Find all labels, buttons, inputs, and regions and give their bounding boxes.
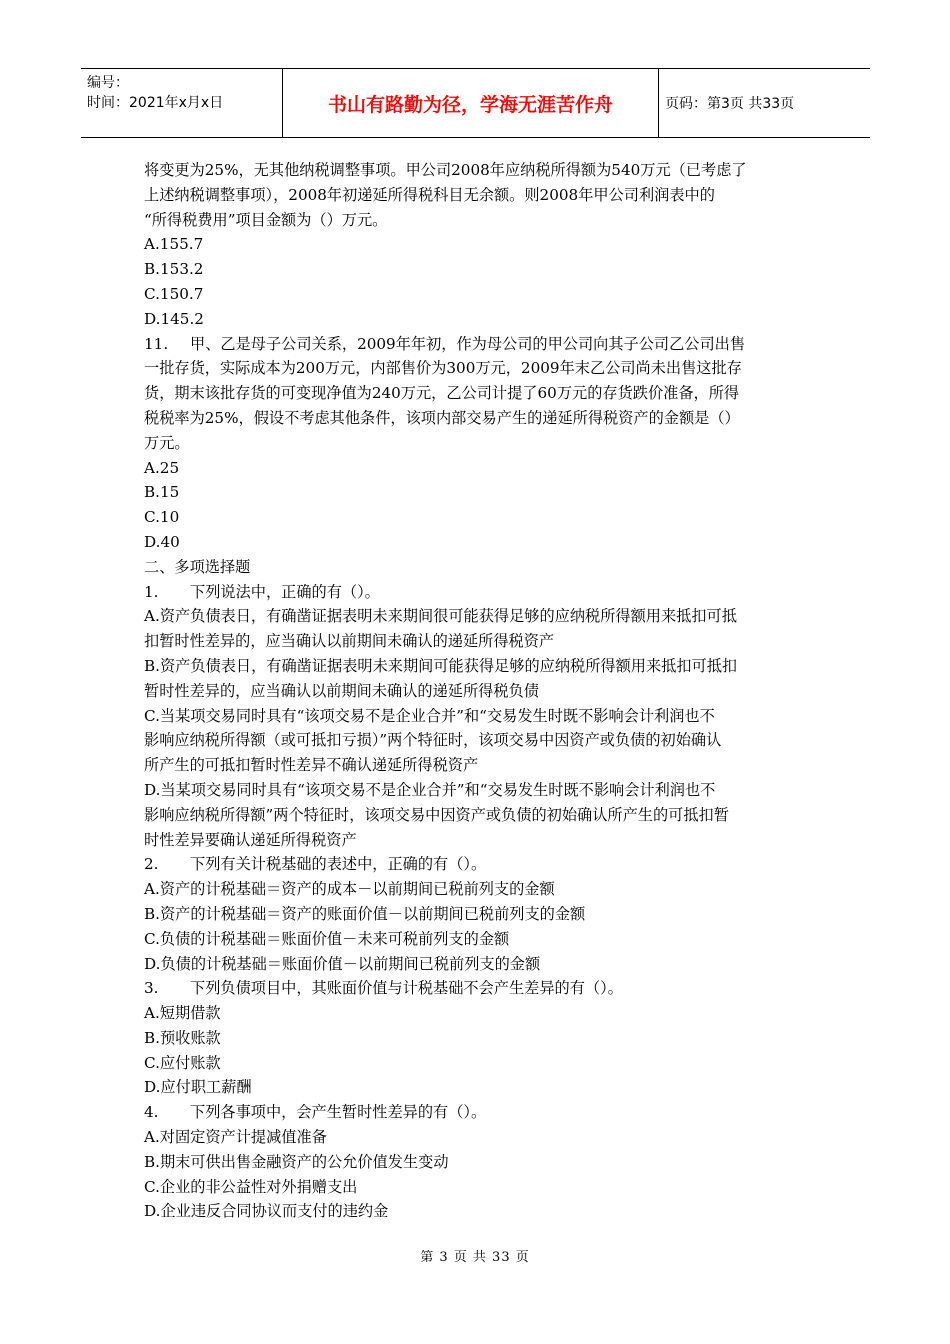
q11-line: 货，期末该批存货的可变现净值为240万元，乙公司计提了60万元的存货跌价准备，所得 [144, 384, 740, 403]
m4-number: 4. [144, 1103, 159, 1122]
m2-stem-text: 下列有关计税基础的表述中，正确的有（）。 [190, 855, 487, 874]
m1-number: 1. [144, 582, 159, 601]
m1-option-line: 所产生的可抵扣暂时性差异不确认递延所得税资产 [144, 756, 479, 775]
q11-line: 甲、乙是母子公司关系，2009年年初，作为母公司的甲公司向其子公司乙公司出售 [190, 334, 746, 353]
m1-option-line: 影响应纳税所得额”两个特征时，该项交易中因资产或负债的初始确认所产生的可抵扣暂 [144, 805, 729, 824]
motto-text: 书山有路勤为径，学海无涯苦作舟 [327, 93, 613, 116]
m3-option-d: D.应付职工薪酬 [144, 1078, 252, 1097]
body-line: “所得税费用”项目金额为（）万元。 [144, 210, 388, 229]
m2-option-c: C.负债的计税基础＝账面价值－未来可税前列支的金额 [144, 929, 510, 948]
m2-stem [144, 852, 809, 877]
m4-option-b: B.期末可供出售金融资产的公允价值发生变动 [144, 1152, 449, 1171]
q11-option-c: C.10 [144, 508, 180, 527]
q10-option-d: D.145.2 [144, 309, 204, 328]
q11-line: 税税率为25%，假设不考虑其他条件，该项内部交易产生的递延所得税资产的金额是（） [144, 408, 740, 427]
m1-option-line: A.资产负债表日，有确凿证据表明未来期间很可能获得足够的应纳税所得额用来抵扣可抵 [144, 607, 737, 626]
m3-option-b: B.预收账款 [144, 1028, 221, 1047]
body-line: 上述纳税调整事项），2008年初递延所得税科目无余额。则2008年甲公司利润表中的 [144, 185, 715, 204]
m2-number: 2. [144, 855, 159, 874]
m1-option-line: D.当某项交易同时具有“该项交易不是企业合并”和“交易发生时既不影响会计利润也不 [144, 780, 716, 799]
q10-option-a: A.155.7 [144, 235, 204, 254]
number-label: 编号： [87, 75, 129, 91]
section-title: 二、多项选择题 [144, 557, 251, 576]
m1-option-line: B.资产负债表日，有确凿证据表明未来期间可能获得足够的应纳税所得额用来抵扣可抵扣 [144, 656, 738, 675]
q11-line: 一批存货，实际成本为200万元，内部售价为300万元，2009年末乙公司尚未出售这批存 [144, 359, 742, 378]
m4-option-d: D.企业违反合同协议而支付的违约金 [144, 1202, 389, 1221]
q11-option-a: A.25 [144, 458, 180, 477]
q11-number: 11. [144, 334, 169, 353]
time-label: 时间：2021年x月x日 [87, 95, 224, 111]
document-header [81, 68, 870, 138]
m2-option-d: D.负债的计税基础＝账面价值－以前期间已税前列支的金额 [144, 954, 541, 973]
body-line: 将变更为25%，无其他纳税调整事项。甲公司2008年应纳税所得额为540万元（已考虑了 [144, 161, 747, 179]
m2-option-b: B.资产的计税基础＝资产的账面价值－以前期间已税前列支的金额 [144, 904, 586, 923]
m3-stem [144, 976, 809, 1001]
header-meta-cell [81, 69, 283, 137]
m1-option-line: 影响应纳税所得额（或可抵扣亏损）”两个特征时，该项交易中因资产或负债的初始确认 [144, 731, 722, 750]
m2-option-a: A.资产的计税基础＝资产的成本－以前期间已税前列支的金额 [144, 880, 555, 899]
m3-number: 3. [144, 979, 159, 998]
m3-stem-text: 下列负债项目中，其账面价值与计税基础不会产生差异的有（）。 [190, 979, 623, 998]
m4-option-c: C.企业的非公益性对外捐赠支出 [144, 1177, 358, 1196]
q10-option-b: B.153.2 [144, 260, 204, 279]
m1-option-line: 扣暂时性差异的，应当确认以前期间未确认的递延所得税资产 [144, 632, 555, 651]
header-motto-cell [283, 69, 659, 137]
m4-option-a: A.对固定资产计提减值准备 [144, 1128, 327, 1147]
q10-option-c: C.150.7 [144, 284, 204, 303]
m3-option-a: A.短期借款 [144, 1004, 221, 1023]
page-code: 页码：第3页 共33页 [665, 96, 795, 112]
m1-option-line: C.当某项交易同时具有“该项交易不是企业合并”和“交易发生时既不影响会计利润也不 [144, 706, 715, 725]
m1-stem-text: 下列说法中，正确的有（）。 [190, 582, 380, 601]
q11-stem [144, 332, 809, 357]
m3-option-c: C.应付账款 [144, 1053, 221, 1072]
page-footer [0, 1246, 950, 1265]
footer-page-number: 第 3 页 共 33 页 [420, 1250, 530, 1265]
header-page-cell [659, 69, 870, 137]
m1-option-line: 暂时性差异的，应当确认以前期间未确认的递延所得税负债 [144, 681, 539, 700]
m1-stem [144, 580, 809, 605]
m4-stem-text: 下列各事项中，会产生暂时性差异的有（）。 [190, 1103, 487, 1122]
m1-option-line: 时性差异要确认递延所得税资产 [144, 830, 357, 849]
document-body [144, 158, 809, 1224]
q11-option-d: D.40 [144, 532, 180, 551]
q11-option-b: B.15 [144, 483, 180, 502]
q11-line: 万元。 [144, 433, 190, 452]
m4-stem [144, 1100, 809, 1125]
